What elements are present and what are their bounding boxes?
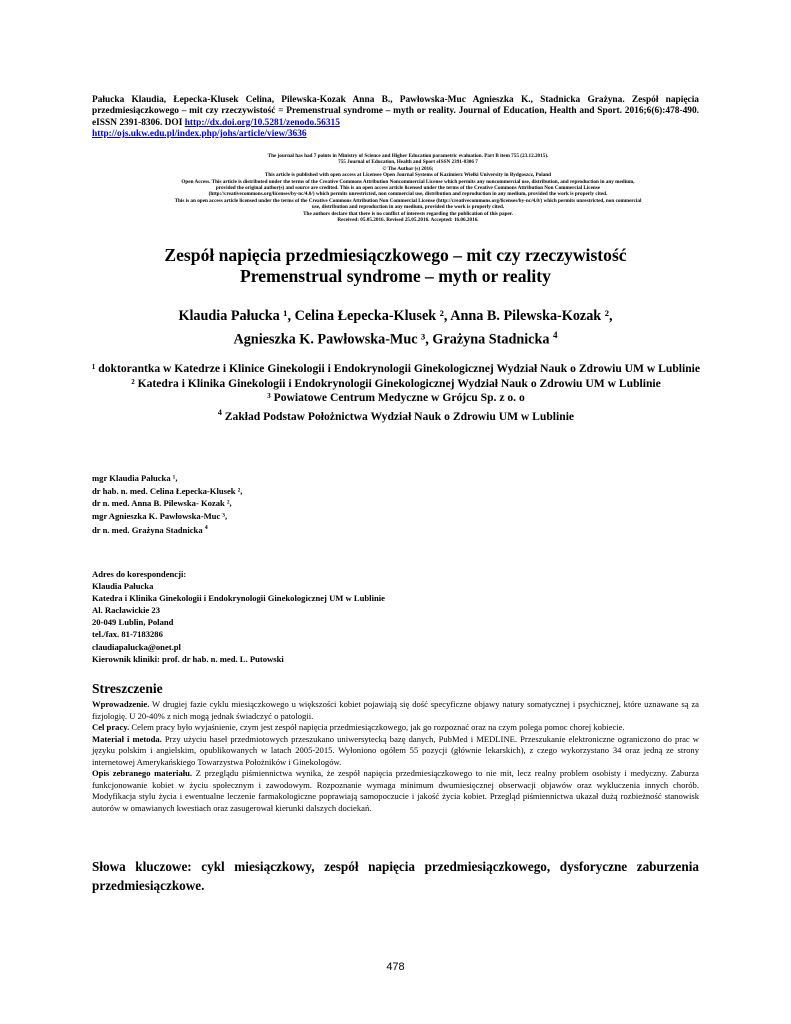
journal-note-line: The journal has had 7 points in Ministry of Science and Higher Education parametric evaluation. Part B item 755 (23.12.2015). bbox=[267, 153, 549, 159]
author-list bbox=[60, 307, 731, 349]
paper-title bbox=[60, 245, 731, 287]
page-number: 478 bbox=[386, 961, 405, 973]
address-line: 20-049 Lublin, Poland bbox=[92, 617, 174, 628]
affiliation-2: ² Katedra i Klinika Ginekologii i Endokrynologii Ginekologicznej Wydział Nauk o Zdrowiu UM w Lublinie bbox=[131, 376, 661, 390]
keywords: Słowa kluczowe: cykl miesiączkowy, zespół napięcia przedmiesiączkowego, dysforyczne zaburzenia przedmiesiączkowe. bbox=[92, 859, 699, 893]
citation-text: Pałucka Klaudia, Łepecka-Klusek Celina, Pilewska-Kozak Anna B., Pawłowska-Muc Agnieszka K., Stadnicka Grażyna. Zespół napięcia przedmiesiączkowego – mit czy rzeczywistość = Premenstrual syndrome – myth or reality. Journal of Education, Health and Sport. 2016;6(6):478-490. eISSN 2391-8306. DOI bbox=[92, 95, 699, 128]
doi-link[interactable]: http://dx.doi.org/10.5281/zenodo.56315 bbox=[184, 117, 340, 128]
journal-license-note bbox=[98, 153, 718, 223]
journal-note-line: Received: 05.05.2016. Revised 25.05.2016. Accepted: 16.06.2016. bbox=[337, 217, 479, 224]
journal-note-line: use, distribution and reproduction in any medium, provided the work is properly cited. bbox=[311, 204, 505, 211]
degree-line: mgr Klaudia Pałucka ¹, bbox=[92, 473, 178, 483]
abstract-body bbox=[92, 699, 699, 814]
address-line: Katedra i Klinika Ginekologii i Endokrynologii Ginekologicznej UM w Lublinie bbox=[92, 593, 385, 604]
affiliation-4-text: Zakład Podstaw Położnictwa Wydział Nauk o Zdrowiu UM w Lublinie bbox=[221, 409, 575, 423]
address-line: tel./fax. 81-7183286 bbox=[92, 629, 163, 640]
abstract-intro-label: Wprowadzenie. bbox=[92, 699, 150, 709]
journal-note-line: This is an open access article licensed under the terms of the Creative Commons Attribution Non Commercial License (http://creativecommons.org/licenses/by-nc/4.0/) which permits unrestricted, non commercial bbox=[174, 197, 642, 204]
abstract-aim bbox=[92, 722, 699, 734]
degree-line: mgr Agnieszka K. Pawłowska-Muc ³, bbox=[92, 510, 228, 521]
journal-note-line: provided the original author(s) and source are credited. This is an open access article licensed under the terms of the Creative Commons Attribution Non Commercial License bbox=[215, 185, 601, 192]
author-degrees bbox=[92, 472, 492, 537]
affiliation-list bbox=[88, 362, 704, 424]
author-superscript: 4 bbox=[553, 329, 558, 340]
degree-superscript: 4 bbox=[204, 525, 208, 532]
title-polish: Zespół napięcia przedmiesiączkowego – mit czy rzeczywistość bbox=[164, 245, 627, 265]
abstract-method-label: Materiał i metoda. bbox=[92, 733, 162, 744]
address-line: Al. Racławickie 23 bbox=[92, 605, 161, 616]
abstract-review-text: Z przeglądu piśmiennictwa wynika, że zespół napięcia przedmiesiączkowego to nie mit, lecz realny problem osobisty i medyczny. Zaburza funkcjonowanie kobiet w życiu społecznym i zawodowym. Rozpoznanie wymaga minimum dwumiesięcznej obserwacji objawów oraz wykluczenia innych chorób. Modyfikacja stylu życia i ewentualne leczenie farmakologiczne poprawiają samopoczucie i jakość życia kobiet. Przegląd piśmiennictwa ukazał dużą rozbieżność stanowisk autorów w omawianych kwestiach oraz zasugerował kierunki dalszych dociekań. bbox=[92, 768, 699, 813]
degree-last-text: dr n. med. Grażyna Stadnicka bbox=[92, 525, 203, 536]
journal-note-line: (http://creativecommons.org/licenses/by-nc/4.0/) which permits unrestricted, non commercial use, distribution and reproduction in any medium, provided the work is properly cited. bbox=[208, 191, 608, 198]
title-english: Premenstrual syndrome – myth or reality bbox=[240, 266, 551, 286]
affiliation-1: ¹ doktorantka w Katedrze i Klinice Ginekologii i Endokrynologii Ginekologicznej Wydział Nauk o Zdrowiu UM w Lublinie bbox=[91, 362, 701, 375]
abstract-method-text: Przy użyciu haseł przedmiotowych przeszukano uniwersytecką bazę danych, PubMed i MEDLINE. Przeszukanie elektroniczne ograniczono do prac w języku polskim i angielskim, opublikowanych w latach 2005-2015. Wyłoniono ogółem 55 pozycji (głównie lekarskich), z czego wykorzystano 34 oraz jedną ze strony internetowej Amerykańskiego Towarzystwa Położników i Ginekologów. bbox=[92, 733, 699, 767]
authors-line-1: Klaudia Pałucka ¹, Celina Łepecka-Klusek ², Anna B. Pilewska-Kozak ², bbox=[178, 308, 613, 324]
citation-block bbox=[92, 95, 699, 141]
abstract-heading: Streszczenie bbox=[92, 681, 163, 696]
degree-line: dr n. med. Anna B. Pilewska- Kozak ², bbox=[92, 498, 232, 509]
article-url-link[interactable]: http://ojs.ukw.edu.pl/index.php/johs/article/view/3636 bbox=[92, 129, 307, 140]
affiliation-3: ³ Powiatowe Centrum Medyczne w Grójcu Sp. z o. o bbox=[267, 391, 525, 405]
authors-line-2 bbox=[60, 326, 731, 349]
abstract-review-label: Opis zebranego materiału. bbox=[92, 768, 193, 778]
address-line: Kierownik kliniki: prof. dr hab. n. med. L. Putowski bbox=[92, 653, 284, 664]
address-line: Adres do korespondencji: bbox=[92, 569, 187, 579]
abstract-aim-label: Cel pracy. bbox=[92, 722, 130, 732]
journal-note-line: The authors declare that there is no conflict of interests regarding the publication of this paper. bbox=[303, 210, 513, 217]
abstract-introduction bbox=[92, 699, 699, 722]
journal-note-line: 755 Journal of Education, Health and Sport eISSN 2391-8306 7 bbox=[338, 159, 478, 166]
affiliation-4 bbox=[88, 406, 704, 424]
abstract-method bbox=[92, 734, 699, 769]
address-line: Klaudia Pałucka bbox=[92, 581, 154, 592]
journal-note-line: Open Access. This article is distributed under the terms of the Creative Commons Attribution Noncommercial License which permits any noncommercial use, distribution, and reproduction in any medium, bbox=[181, 178, 635, 185]
journal-note-line: © The Author (s) 2016; bbox=[382, 165, 434, 172]
degree-line bbox=[92, 522, 492, 536]
journal-note-line: This article is published with open access at Licensee Open Journal Systems of Kazimierz Wielki University in Bydgoszcz, Poland bbox=[264, 172, 552, 179]
abstract-review bbox=[92, 768, 699, 814]
address-email: claudiapalucka@onet.pl bbox=[92, 641, 181, 652]
abstract-intro-text: W drugiej fazie cyklu miesiączkowego u większości kobiet pojawiają się dość specyficzne objawy natury somatycznej i psychicznej, które uznawane są za fizjologię. U 20-40% z nich mogą jednak świadczyć o patologii. bbox=[92, 699, 699, 721]
degree-line: dr hab. n. med. Celina Łepecka-Klusek ², bbox=[92, 485, 243, 496]
abstract-aim-text: Celem pracy było wyjaśnienie, czym jest zespół napięcia przedmiesiączkowego, jak go rozpoznać oraz na czym polega pomoc chorej kobiecie. bbox=[129, 722, 625, 732]
correspondence-address bbox=[92, 568, 652, 665]
affiliation-superscript: 4 bbox=[217, 407, 222, 417]
authors-line-2-text: Agnieszka K. Pawłowska-Muc ³, Grażyna Stadnicka bbox=[233, 331, 550, 348]
